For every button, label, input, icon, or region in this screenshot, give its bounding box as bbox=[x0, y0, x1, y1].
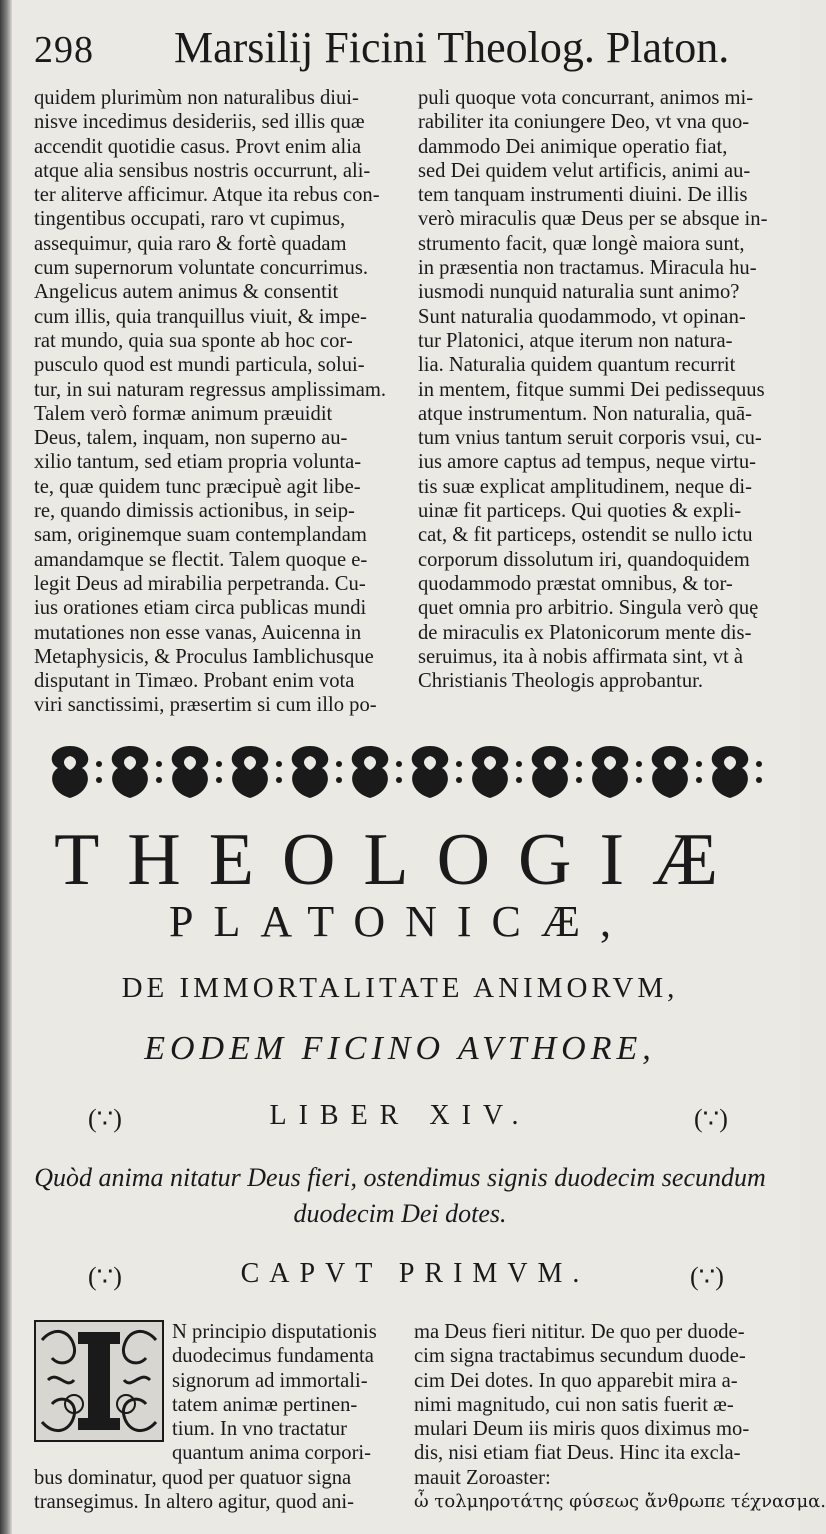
chapter-mark-left: (∵) bbox=[88, 1262, 122, 1291]
ornament-dot bbox=[516, 777, 522, 783]
text-line: mulari Deum iis miris quos diximus mo- bbox=[414, 1418, 750, 1441]
text-line: Angelicus autem animus & consentit bbox=[34, 281, 339, 304]
text-line: tatem animæ pertinen- bbox=[172, 1393, 358, 1416]
text-line: cum supernorum voluntate concurrimus. bbox=[34, 257, 368, 280]
section-mark-left: (∵) bbox=[88, 1104, 122, 1133]
ornament-dot bbox=[576, 777, 582, 783]
ornament-motif bbox=[412, 746, 448, 798]
book-spine-shadow bbox=[0, 0, 12, 1534]
text-line: quet omnia pro arbitrio. Singula verò quę bbox=[418, 597, 759, 620]
text-line: cim signa tractabimus secundum duode- bbox=[414, 1345, 746, 1368]
text-line: corporum dissolutum iri, quandoquidem bbox=[418, 548, 750, 571]
text-line: tum vnius tantum seruit corporis vsui, cu- bbox=[418, 427, 762, 450]
text-line: signorum ad immortali- bbox=[172, 1369, 368, 1392]
text-line: tingentibus occupati, raro vt cupimus, bbox=[34, 208, 346, 231]
ornament-dot bbox=[276, 777, 282, 783]
text-line: accendit quotidie casus. Provt enim alia bbox=[34, 135, 362, 158]
text-line: assequimur, quia raro & fortè quadam bbox=[34, 232, 347, 255]
ornament-dot bbox=[96, 761, 102, 767]
text-line: ter aliterve afficimur. Atque ita rebus con- bbox=[34, 184, 380, 207]
book-summary bbox=[34, 1160, 766, 1232]
ornament-motif bbox=[472, 746, 508, 798]
text-line: dis, nisi etiam fiat Deus. Hinc ita excla- bbox=[414, 1442, 741, 1465]
top-right-column bbox=[418, 86, 770, 693]
text-line: sed Dei quidem velut artificis, animi au- bbox=[418, 159, 751, 182]
text-line: cat, & fit particeps, ostendit se nullo ictu bbox=[418, 524, 753, 547]
text-line: Sunt naturalia quodammodo, vt opinan- bbox=[418, 305, 746, 328]
running-head bbox=[34, 22, 790, 74]
text-line: N principio disputationis bbox=[172, 1321, 377, 1343]
text-line: Deus, talem, inquam, non superno au- bbox=[34, 427, 348, 450]
page-number: 298 bbox=[34, 29, 94, 71]
topic-line: DE IMMORTALITATE ANIMORVM, bbox=[121, 972, 679, 1004]
ornament-dot bbox=[756, 777, 762, 783]
text-line: quantum anima corpori- bbox=[172, 1442, 372, 1465]
main-subtitle: PLATONICÆ, bbox=[168, 897, 631, 946]
ornament-dot bbox=[456, 761, 462, 767]
text-line: te, quæ quidem tunc præcipuè agit libe- bbox=[34, 475, 361, 498]
text-line: strumento facit, quæ longè maiora sunt, bbox=[418, 232, 745, 255]
main-title: THEOLOGIÆ bbox=[54, 819, 746, 901]
text-line: Christianis Theologis approbantur. bbox=[418, 670, 704, 693]
ornament-motif bbox=[112, 746, 148, 798]
section-mark-right: (∵) bbox=[694, 1104, 728, 1133]
ornament-dot bbox=[576, 761, 582, 767]
ornament-motif bbox=[652, 746, 688, 798]
text-line: bus dominatur, quod per quatuor signa bbox=[34, 1466, 352, 1489]
text-line: sam, originemque suam contemplandam bbox=[34, 524, 367, 547]
text-line: seruimus, ita à nobis affirmata sint, vt à bbox=[418, 645, 744, 668]
text-line: dammodo Dei animique operatio fiat, bbox=[418, 135, 728, 158]
ornament-motif bbox=[52, 746, 88, 798]
ornament-motif bbox=[712, 746, 748, 798]
bottom-right-column bbox=[414, 1320, 826, 1514]
text-line: ius orationes etiam circa publicas mundi bbox=[34, 597, 367, 620]
ornament-dot bbox=[756, 761, 762, 767]
text-line: quidem plurimùm non naturalibus diui- bbox=[34, 87, 359, 109]
text-line: iusmodi nunquid naturalia sunt animo? bbox=[418, 281, 740, 304]
ornament-dot bbox=[696, 777, 702, 783]
text-line: tis suæ explicat amplitudinem, neque di- bbox=[418, 475, 753, 498]
top-left-column bbox=[34, 86, 394, 718]
ornament-dot bbox=[636, 777, 642, 783]
ornamental-band bbox=[34, 740, 766, 804]
text-line: viri sanctissimi, præsertim si cum illo po- bbox=[34, 694, 377, 717]
text-line: ma Deus fieri nititur. De quo per duode- bbox=[414, 1321, 745, 1343]
ornament-motif bbox=[532, 746, 568, 798]
text-line: rat mundo, quia sua sponte ab hoc cor- bbox=[34, 329, 353, 352]
ornament-dot bbox=[216, 777, 222, 783]
text-line: mauit Zoroaster: bbox=[414, 1466, 551, 1489]
ornament-dot bbox=[456, 777, 462, 783]
text-line: Talem verò formæ animum præuidit bbox=[34, 402, 333, 425]
ornament-dot bbox=[396, 777, 402, 783]
ornament-dot bbox=[156, 777, 162, 783]
ornament-dot bbox=[276, 761, 282, 767]
text-line: lia. Naturalia quidem quantum recurrit bbox=[418, 354, 736, 377]
ornament-dot bbox=[96, 777, 102, 783]
text-line: tem tanquam instrumenti diuini. De illis bbox=[418, 184, 748, 207]
text-line: de miraculis ex Platonicorum mente dis- bbox=[418, 621, 752, 644]
text-line: re, quando dimissis actionibus, in seip- bbox=[34, 500, 355, 523]
ornament-motif bbox=[292, 746, 328, 798]
ornament-dot bbox=[336, 761, 342, 767]
text-line: ὦ τολμηροτάτης φύσεως ἄνθρωπε τέχνασμα. bbox=[414, 1491, 826, 1513]
ornament-dot bbox=[336, 777, 342, 783]
summary-line: Quòd anima nitatur Deus fieri, ostendimus signis duodecim secundum bbox=[34, 1163, 766, 1192]
ornament-motif bbox=[232, 746, 268, 798]
text-line: quodammodo præstat omnibus, & tor- bbox=[418, 572, 733, 595]
text-line: nisve incedimus desideriis, sed illis quæ bbox=[34, 111, 365, 134]
text-line: tium. In vno tractatur bbox=[172, 1418, 347, 1441]
text-line: amandamque se flectit. Talem quoque e- bbox=[34, 548, 368, 571]
ornament-dot bbox=[636, 761, 642, 767]
ornament-dot bbox=[156, 761, 162, 767]
text-line: Metaphysicis, & Proculus Iamblichusque bbox=[34, 645, 374, 668]
text-line: verò miraculis quæ Deus per se absque in- bbox=[418, 208, 768, 231]
text-line: mutationes non esse vanas, Auicenna in bbox=[34, 621, 362, 644]
text-line: rabiliter ita coniungere Deo, vt vna quo- bbox=[418, 111, 750, 134]
book-number: LIBER XIV. bbox=[269, 1100, 531, 1131]
text-line: atque instrumentum. Non naturalia, quā- bbox=[418, 402, 752, 425]
chapter-mark-right: (∵) bbox=[690, 1262, 724, 1291]
text-line: atque alia sensibus nostris occurrunt, ali- bbox=[34, 159, 371, 182]
text-line: in mentem, fitque summi Dei pedissequus bbox=[418, 378, 765, 401]
ornament-dot bbox=[516, 761, 522, 767]
text-line: uinæ fit particeps. Qui quoties & expli- bbox=[418, 500, 742, 523]
text-line: cim Dei dotes. In quo apparebit mira a- bbox=[414, 1369, 738, 1392]
text-line: transegimus. In altero agitur, quod ani- bbox=[34, 1491, 355, 1514]
text-line: puli quoque vota concurrant, animos mi- bbox=[418, 87, 754, 109]
chapter-heading: CAPVT PRIMVM. bbox=[240, 1258, 590, 1289]
text-line: tur, in sui naturam regressus amplissimam. bbox=[34, 378, 387, 401]
text-line: disputant in Timæo. Probant enim vota bbox=[34, 670, 355, 693]
ornament-motif bbox=[592, 746, 628, 798]
ornament-dot bbox=[216, 761, 222, 767]
text-line: duodecimus fundamenta bbox=[172, 1345, 374, 1368]
text-line: tur Platonici, atque iterum non natura- bbox=[418, 329, 733, 352]
text-line: nimi magnitudo, cui non satis fuerit æ- bbox=[414, 1393, 734, 1416]
ornament-dot bbox=[396, 761, 402, 767]
bottom-left-column bbox=[34, 1320, 400, 1514]
ornament-dot bbox=[696, 761, 702, 767]
ornament-motif bbox=[172, 746, 208, 798]
author-line: EODEM FICINO AVTHORE, bbox=[144, 1030, 656, 1067]
text-line: cum illis, quia tranquillus viuit, & impe- bbox=[34, 305, 367, 328]
running-head-title: Marsilij Ficini Theolog. Platon. bbox=[174, 23, 730, 72]
text-line: ius amore captus ad tempus, neque virtu- bbox=[418, 451, 756, 474]
summary-line: duodecim Dei dotes. bbox=[293, 1199, 507, 1228]
ornament-motif bbox=[352, 746, 388, 798]
text-line: pusculo quod est mundi particula, solui- bbox=[34, 354, 365, 377]
text-line: xilio tantum, sed etiam propria volunta- bbox=[34, 451, 362, 474]
text-line: legit Deus ad mirabilia perpetranda. Cu- bbox=[34, 572, 366, 595]
text-line: in præsentia non tractamus. Miracula hu- bbox=[418, 257, 757, 280]
